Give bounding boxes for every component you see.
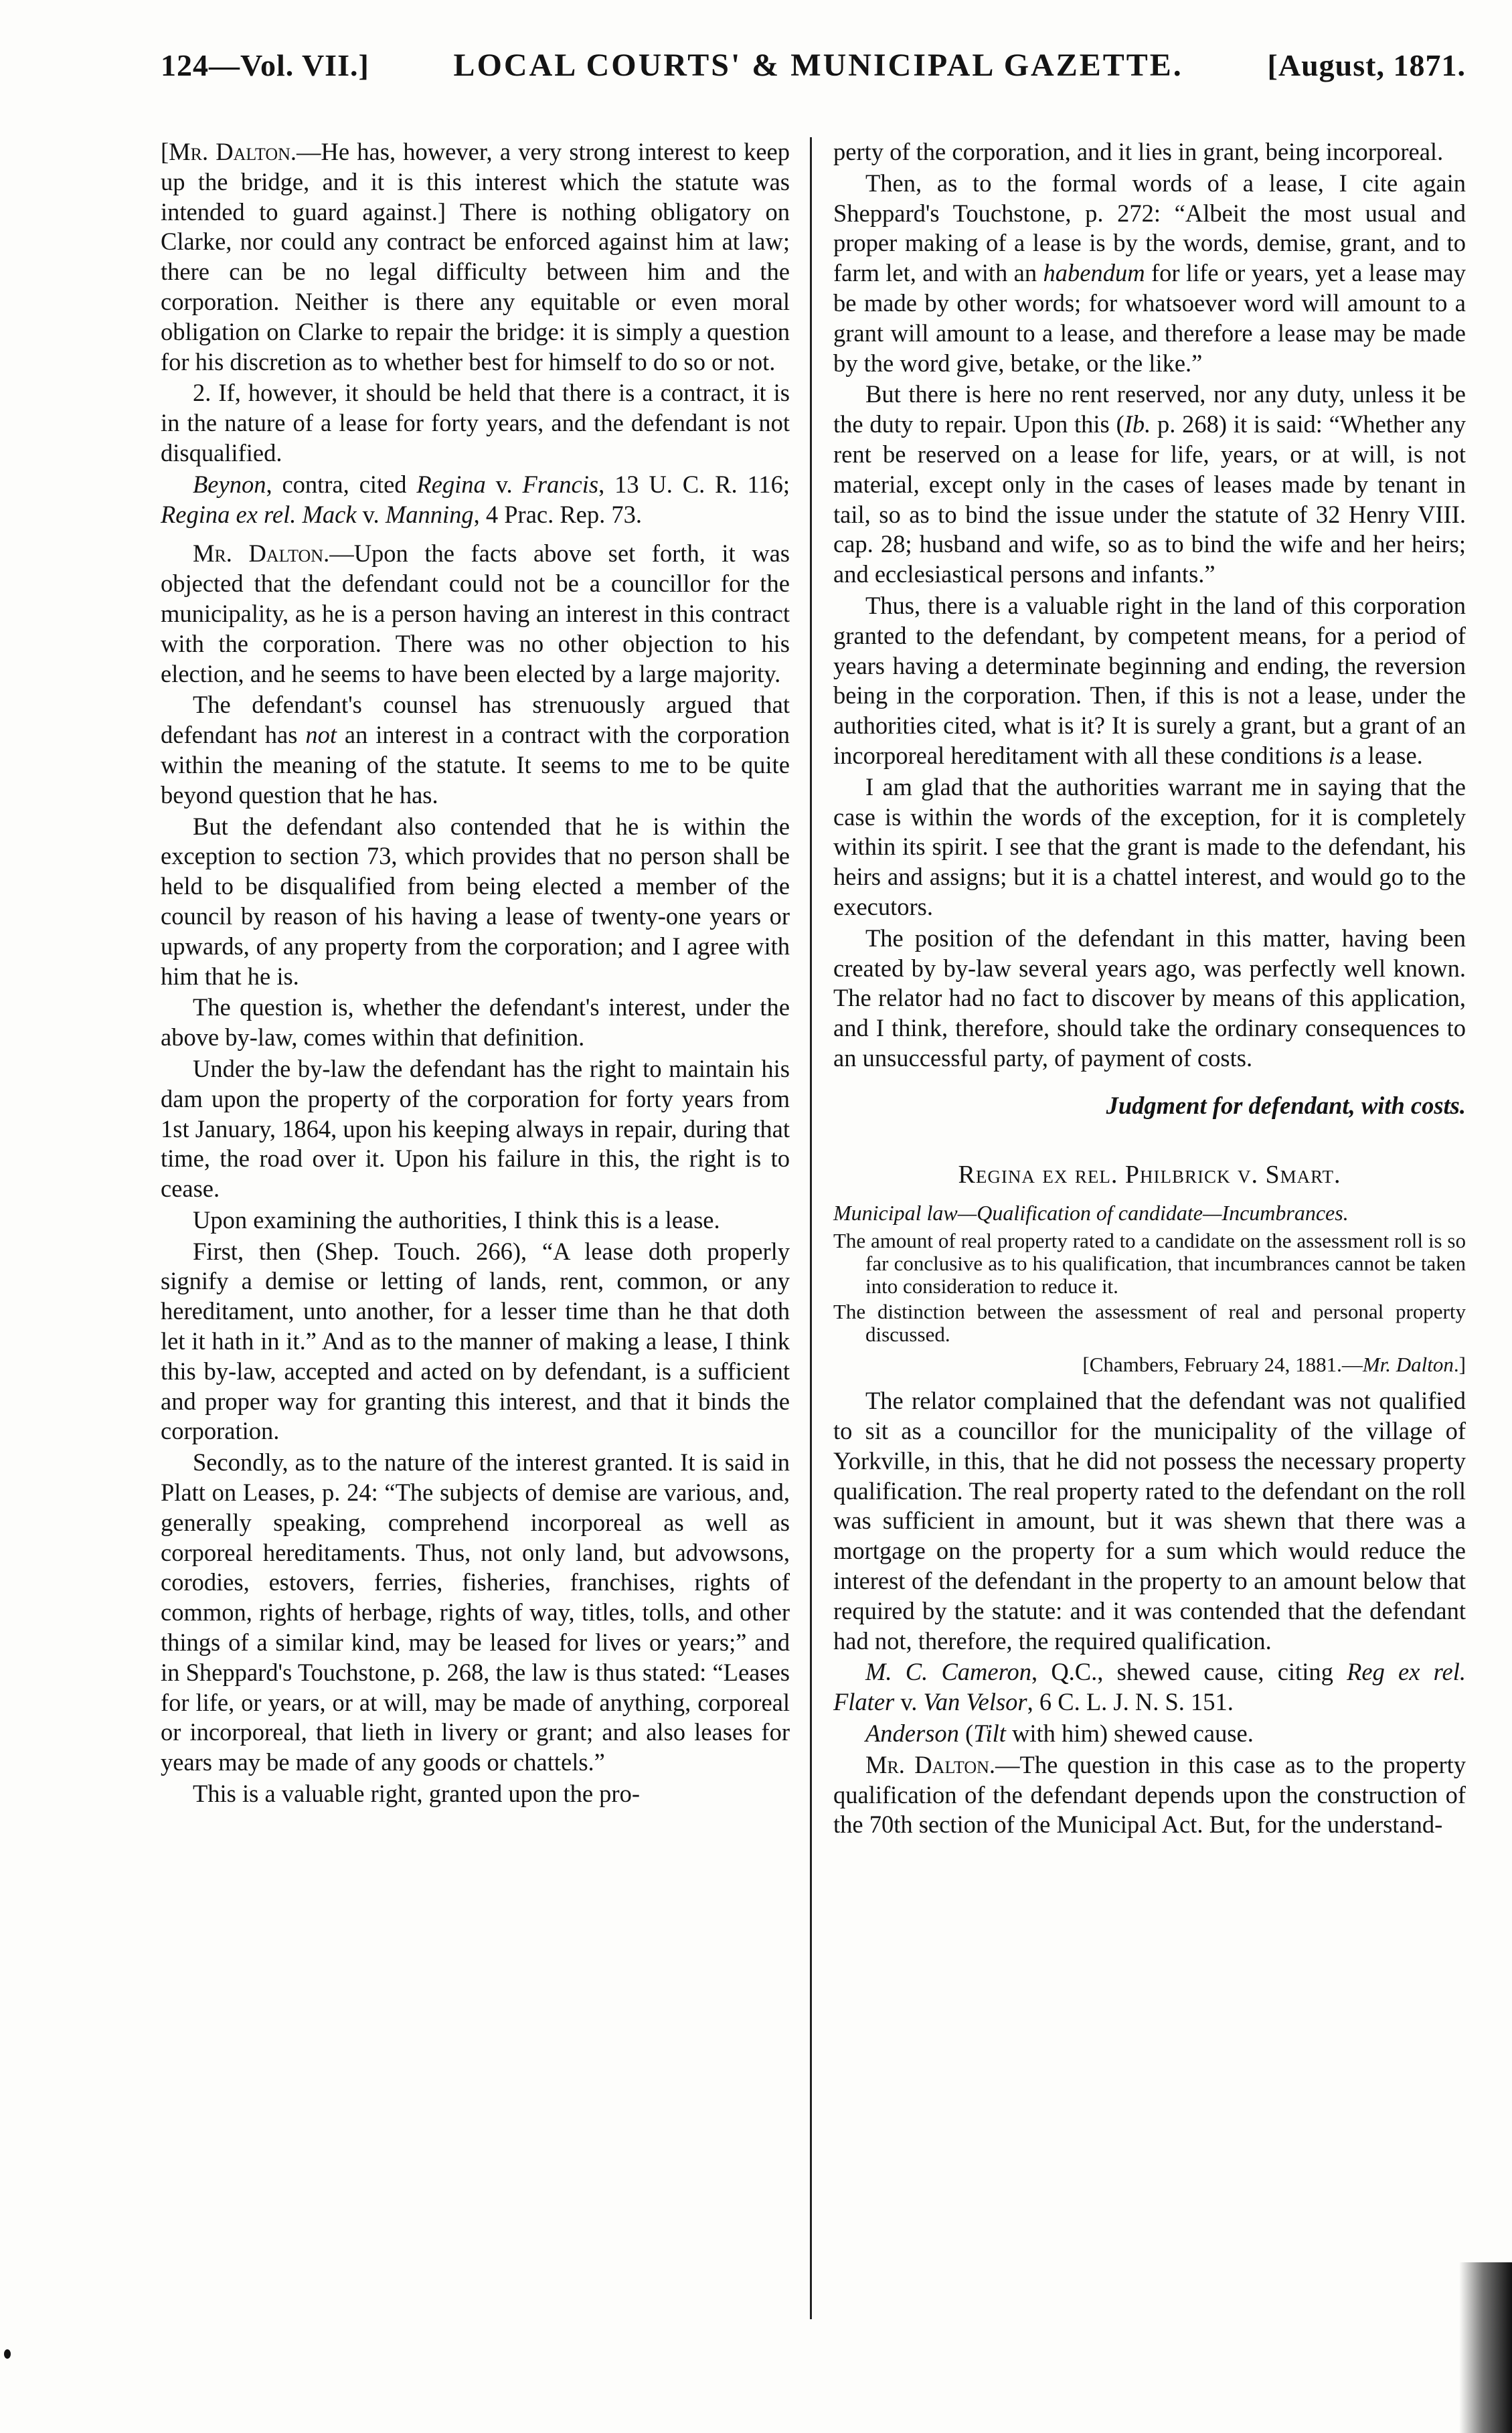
left-column [161,137,790,1811]
page-header [161,47,1466,107]
case-title: Regina ex rel. Philbrick v. Smart. [958,1160,1341,1189]
paragraph: But there is here no rent reserved, nor any duty, unless it be the duty to repair. Upon this (Ib. p. 268) it is said: “Whether any rent be reserved on a lease for life, years, or at will, is not material, except only in the cases of leases made by tenant in tail, so as to bind the issue under the statute of 32 Henry VIII. cap. 28; husband and wife, so as to bind the wife and her heirs; and ecclesiastical persons and infants.” [833,380,1466,588]
paragraph: Beynon, contra, cited Regina v. Francis, 13 U. C. R. 116; Regina ex rel. Mack v. Manning, 4 Prac. Rep. 73. [161,470,790,528]
scan-shadow [1459,2262,1512,2433]
paragraph: This is a valuable right, granted upon the pro- [193,1780,640,1808]
page-volume: 124—Vol. VII.] [161,48,369,82]
paragraph: The question is, whether the defendant's interest, under the above by-law, comes within that definition. [161,993,790,1052]
paragraph: 2. If, however, it should be held that there is a contract, it is in the nature of a lease for forty years, and the defendant is not disqualified. [161,379,790,467]
paragraph: Mr. Dalton.—Upon the facts above set forth, it was objected that the defendant could not be a councillor for the municipality, as he is a person having an interest in this contract with the corporation. There was no other objection to his election, and he seems to have been elected by a large majority. [161,539,790,687]
right-column [833,137,1466,1841]
syllabus-item: The distinction between the assessment of real and personal property discussed. [833,1300,1466,1347]
paragraph: The defendant's counsel has strenuously argued that defendant has not an interest in a contract with the corporation within the meaning of the statute. It seems to me to be quite beyond question that he has. [161,691,790,809]
paragraph: Upon examining the authorities, I think this is a lease. [193,1205,720,1234]
paragraph: I am glad that the authorities warrant me in saying that the case is within the words of the exception, for it is completely within its spirit. I see that the grant is made to the defendant, his heirs and assigns; but it is a chattel interest, and would go to the executors. [833,772,1466,920]
judgment-line: Judgment for defendant, with costs. [1106,1091,1466,1119]
paragraph: M. C. Cameron, Q.C., shewed cause, citing Reg ex rel. Flater v. Van Velsor, 6 C. L. J. N. S. 151. [833,1658,1466,1716]
paragraph: But the defendant also contended that he is within the exception to section 73, which provides that no person shall be held to be disqualified from being elected a member of the council by reason of his having a lease of twenty-one years or upwards, of any property from the corporation; and I agree with him that he is. [161,812,790,990]
journal-title: LOCAL COURTS' & MUNICIPAL GAZETTE. [453,48,1183,83]
issue-date: [August, 1871. [1267,48,1466,82]
paragraph: Mr. Dalton.—The question in this case as to the property qualification of the defendant depends upon the construction of the 70th section of the Municipal Act. But, for the understand- [833,1750,1466,1839]
paragraph: First, then (Shep. Touch. 266), “A lease doth properly signify a demise or letting of lands, rent, common, or any hereditament, unto another, for a lesser time than he that doth let it hath in it.” And as to the manner of making a lease, I think this by-law, accepted and acted on by defendant, is a sufficient and proper way for granting this interest, and that it binds the corporation. [161,1237,790,1445]
paragraph: Anderson (Tilt with him) shewed cause. [865,1719,1254,1748]
paragraph: The relator complained that the defendant was not qualified to sit as a councillor for the municipality of the village of Yorkville, in this, that he did not possess the necessary property qualification. The real property rated to the defendant on the roll was sufficient in amount, but it was shewn that there was a mortgage on the property for a sum which would reduce the interest of the defendant in the property to an amount below that required by the statute: and it was contended that the defendant had not, therefore, the required qualification. [833,1387,1466,1655]
paragraph: [Mr. Dalton.—He has, however, a very strong interest to keep up the bridge, and it is this interest which the statute was intended to guard against.] There is nothing obligatory on Clarke, nor could any contract be enforced against him at law; there can be no legal difficulty between him and the corporation. Neither is there any equitable or even moral obligation on Clarke to repair the bridge: it is simply a question for his discretion as to whether best for himself to do so or not. [161,138,790,375]
paragraph: perty of the corporation, and it lies in grant, being incorporeal. [833,138,1444,165]
column-divider [810,137,812,2319]
court-citation: [Chambers, February 24, 1881.—Mr. Dalton.] [1082,1353,1466,1377]
paragraph: The position of the defendant in this matter, having been created by by-law several years ago, was perfectly well known. The relator had no fact to discover by means of this application, and I think, therefore, should take the ordinary consequences to an unsuccessful party, of payment of costs. [833,924,1466,1072]
paragraph: Then, as to the formal words of a lease, I cite again Sheppard's Touchstone, p. 272: “Albeit the most usual and proper making of a lease is by the words, demise, grant, and to farm let, and with an habendum for life or years, yet a lease may be made by other words; for whatsoever word will amount to a grant will amount to a lease, and therefore a lease may be made by the word give, betake, or the like.” [833,169,1466,377]
paragraph: Under the by-law the defendant has the right to maintain his dam upon the property of the corporation for forty years from 1st January, 1864, upon his keeping always in repair, during that time, the road over it. Upon his failure in this, the right is to cease. [161,1054,790,1203]
ink-speck [4,2349,11,2359]
paragraph: Thus, there is a valuable right in the land of this corporation granted to the defendant, by competent means, for a period of years having a determinate beginning and ending, the reversion being in the corporation. Then, if this is not a lease, under the authorities cited, what is it? It is surely a grant, but a grant of an incorporeal hereditament with all these conditions is a lease. [833,591,1466,769]
syllabus-item: The amount of real property rated to a candidate on the assessment roll is so far conclusive as to his qualification, that incumbrances cannot be taken into consideration to reduce it. [833,1229,1466,1298]
paragraph: Secondly, as to the nature of the interest granted. It is said in Platt on Leases, p. 24: “The subjects of demise are various, and, generally speaking, comprehend incorporeal as well as corporeal hereditaments. Thus, not only land, but advowsons, corodies, estovers, ferries, fisheries, franchises, rights of common, rights of herbage, rights of way, titles, tolls, and other things of a similar kind, may be leased for lives or years;” and in Sheppard's Touchstone, p. 268, the law is thus stated: “Leases for life, or years, or at will, may be made of anything, corporeal or incorporeal, that lieth in livery or grant; and also leases for years may be made of any goods or chattels.” [161,1448,790,1776]
headnote: Municipal law—Qualification of candidate—Incumbrances. [833,1201,1349,1226]
